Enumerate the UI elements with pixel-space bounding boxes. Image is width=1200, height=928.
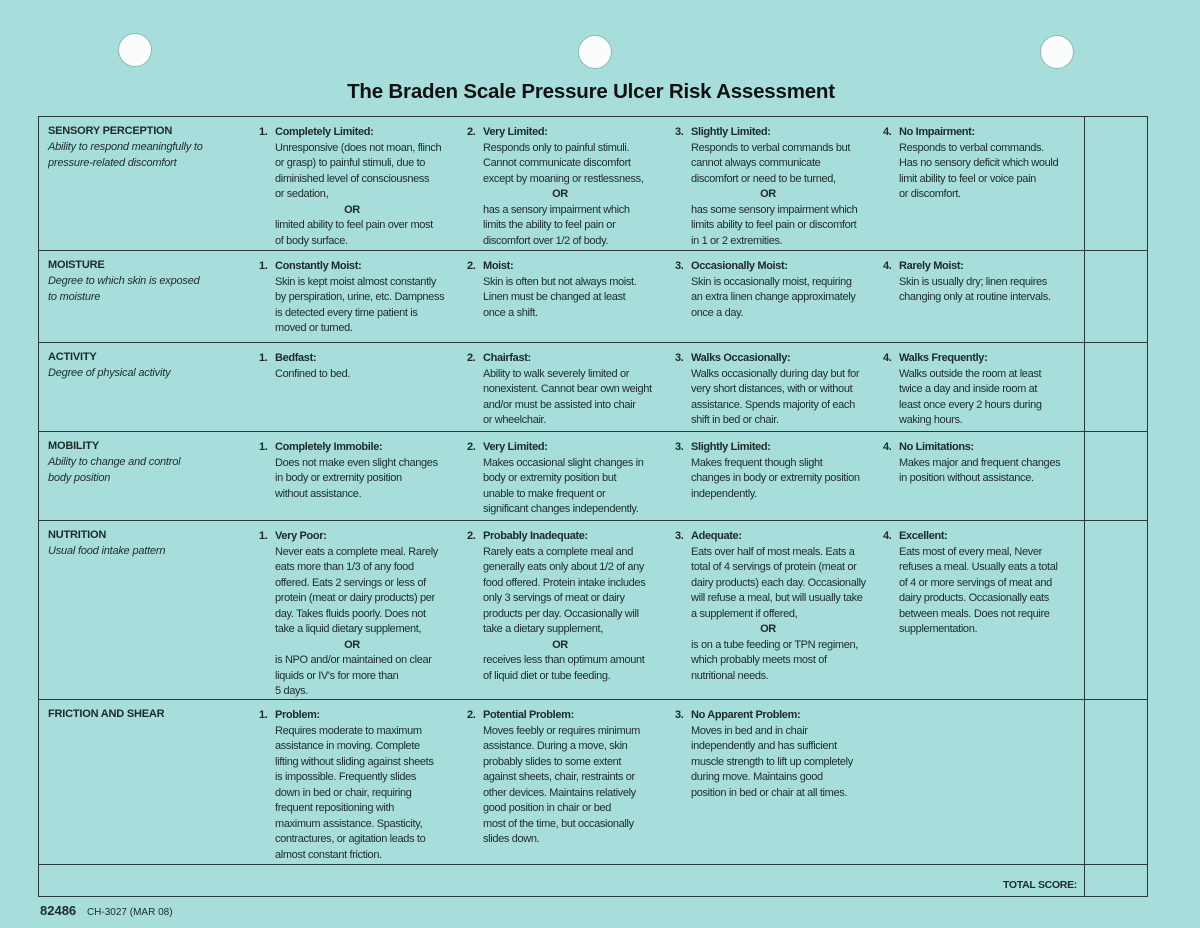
option-text: Responds to verbal commands. (899, 141, 1044, 154)
option-number: 3. (675, 441, 684, 453)
option-text: assistance. During a move, skin (483, 740, 628, 752)
option-text: nutritional needs. (691, 669, 769, 682)
score-entry-cell[interactable] (1084, 343, 1147, 431)
category-name: SENSORY PERCEPTION (48, 125, 173, 137)
option-text: refuses a meal. Usually eats a total (899, 561, 1058, 573)
option-text: independently. (691, 487, 757, 500)
score-option (459, 432, 667, 520)
option-number: 1. (259, 260, 268, 272)
punch-hole (578, 35, 612, 69)
option-text: or sedation, (275, 188, 329, 200)
option-text: Makes major and frequent changes (899, 456, 1061, 469)
score-option (667, 700, 875, 864)
option-text: between meals. Does not require (899, 607, 1050, 620)
option-text: frequent repositioning with (275, 802, 394, 814)
option-text: or grasp) to painful stimuli, due to (275, 157, 426, 169)
score-entry-cell[interactable] (1084, 700, 1147, 864)
category-name: NUTRITION (48, 529, 107, 541)
option-text: dairy products. Occasionally eats (899, 592, 1049, 604)
option-text: nonexistent. Cannot bear own weight (483, 383, 652, 395)
option-text: of 4 or more servings of meat and (899, 576, 1052, 589)
option-text: is on a tube feeding or TPN regimen, (691, 638, 858, 651)
option-text: protein (meat or dairy products) per (275, 592, 435, 604)
score-option (667, 521, 875, 699)
option-text: of body surface. (275, 234, 348, 247)
score-option (251, 117, 459, 250)
option-text: Has no sensory deficit which would (899, 157, 1059, 169)
option-text: Skin is kept moist almost constantly (275, 275, 437, 288)
total-row (39, 865, 1147, 896)
option-text: Unresponsive (does not moan, flinch (275, 141, 442, 154)
form-code: 82486 (40, 903, 77, 918)
form-footer (40, 903, 173, 918)
option-text: only 3 servings of meat or dairy (483, 592, 625, 604)
or-separator: OR (344, 203, 360, 216)
option-text: Responds only to painful stimuli. (483, 141, 630, 154)
option-title: Very Limited: (483, 441, 548, 453)
option-text: shift in bed or chair. (691, 414, 779, 426)
option-number: 1. (259, 352, 268, 364)
option-text: or discomfort. (899, 188, 961, 200)
option-text: once a shift. (483, 306, 538, 319)
option-text: once a day. (691, 306, 744, 319)
option-number: 2. (467, 709, 476, 721)
option-title: Walks Frequently: (899, 352, 988, 364)
option-text: assistance. Spends majority of each (691, 398, 855, 411)
option-text: maximum assistance. Spasticity, (275, 817, 423, 830)
option-text: lifting without sliding against sheets (275, 755, 434, 768)
option-title: Slightly Limited: (691, 441, 771, 453)
category-description: pressure-related discomfort (48, 156, 177, 169)
option-text: contractures, or agitation leads to (275, 833, 426, 845)
option-text: is detected every time patient is (275, 306, 418, 319)
option-text: body or extremity position but (483, 472, 617, 484)
option-text: which probably meets most of (691, 654, 827, 666)
score-option (251, 251, 459, 342)
or-separator: OR (552, 638, 568, 651)
option-text: Eats over half of most meals. Eats a (691, 545, 855, 558)
category-description: to moisture (48, 290, 101, 303)
option-text: Makes frequent though slight (691, 456, 823, 469)
option-text: position in bed or chair at all times. (691, 786, 848, 799)
score-option (459, 251, 667, 342)
category-row (39, 432, 1147, 521)
category-description: Ability to change and control (48, 456, 181, 468)
option-number: 2. (467, 260, 476, 272)
category-description: Degree to which skin is exposed (48, 275, 200, 287)
option-text: discomfort or need to be turned, (691, 172, 836, 185)
option-text: Moves in bed and in chair (691, 724, 808, 737)
option-text: an extra linen change approximately (691, 291, 856, 303)
option-text: a supplement if offered, (691, 607, 798, 620)
category-name: ACTIVITY (48, 351, 97, 363)
option-text: is impossible. Frequently slides (275, 771, 417, 783)
category-row (39, 343, 1147, 432)
option-number: 3. (675, 260, 684, 272)
option-number: 1. (259, 530, 268, 542)
option-text: Walks outside the room at least (899, 367, 1042, 380)
option-number: 2. (467, 126, 476, 138)
option-text: in body or extremity position (275, 472, 402, 484)
option-text: in 1 or 2 extremities. (691, 234, 783, 247)
option-title: Chairfast: (483, 352, 531, 364)
option-text: of liquid diet or tube feeding. (483, 669, 611, 682)
option-text: Moves feebly or requires minimum (483, 724, 640, 737)
option-title: Very Limited: (483, 126, 548, 138)
category-name: FRICTION AND SHEAR (48, 708, 165, 720)
option-text: Skin is occasionally moist, requiring (691, 275, 852, 288)
option-text: during move. Maintains good (691, 771, 823, 783)
option-number: 4. (883, 530, 892, 542)
option-number: 4. (883, 441, 892, 453)
option-text: Requires moderate to maximum (275, 724, 422, 737)
option-number: 4. (883, 260, 892, 272)
option-title: Rarely Moist: (899, 260, 964, 272)
option-text: food offered. Protein intake includes (483, 576, 646, 589)
category-cell (39, 251, 251, 342)
option-text: against sheets, chair, restraints or (483, 771, 635, 783)
page-title: The Braden Scale Pressure Ulcer Risk Assessment (347, 80, 835, 103)
option-text: moved or turned. (275, 322, 353, 334)
option-text: receives less than optimum amount (483, 654, 645, 666)
option-text: Cannot communicate discomfort (483, 157, 631, 169)
category-row (39, 700, 1147, 865)
total-score-cell[interactable] (1084, 865, 1147, 896)
punch-hole (118, 33, 152, 67)
score-option (875, 251, 1083, 342)
option-text: except by moaning or restlessness, (483, 172, 644, 185)
option-text: very short distances, with or without (691, 383, 853, 395)
option-text: limited ability to feel pain over most (275, 219, 433, 231)
category-cell (39, 432, 251, 520)
option-text: without assistance. (275, 487, 362, 500)
option-number: 3. (675, 709, 684, 721)
option-title: No Impairment: (899, 126, 975, 138)
option-text: liquids or IV's for more than (275, 669, 399, 682)
option-text: significant changes independently. (483, 503, 639, 515)
category-name: MOBILITY (48, 440, 99, 452)
option-number: 1. (259, 441, 268, 453)
option-text: will refuse a meal, but will usually take (691, 592, 863, 604)
option-text: other devices. Maintains relatively (483, 786, 636, 799)
option-text: Skin is often but not always moist. (483, 275, 637, 288)
score-option (251, 432, 459, 520)
option-title: Slightly Limited: (691, 126, 771, 138)
option-text: limit ability to feel or voice pain (899, 172, 1036, 185)
score-option (667, 251, 875, 342)
option-number: 2. (467, 441, 476, 453)
option-text: down in bed or chair, requiring (275, 786, 412, 799)
option-title: Constantly Moist: (275, 260, 362, 272)
option-text: diminished level of consciousness (275, 172, 430, 185)
option-text: good position in chair or bed (483, 802, 612, 814)
option-text: Does not make even slight changes (275, 456, 438, 469)
score-option (251, 700, 459, 864)
option-title: Moist: (483, 260, 514, 272)
option-text: changes in body or extremity position (691, 472, 860, 484)
option-text: muscle strength to lift up completely (691, 755, 853, 768)
option-text: is NPO and/or maintained on clear (275, 654, 432, 666)
category-row (39, 117, 1147, 251)
score-option (875, 343, 1083, 431)
option-text: take a dietary supplement, (483, 623, 603, 635)
category-cell (39, 117, 251, 250)
score-option (667, 343, 875, 431)
option-title: Walks Occasionally: (691, 352, 791, 364)
option-text: cannot always communicate (691, 157, 821, 169)
option-text: generally eats only about 1/2 of any (483, 561, 645, 573)
option-text: and/or must be assisted into chair (483, 398, 636, 411)
option-title: Problem: (275, 709, 320, 721)
option-text: eats more than 1/3 of any food (275, 561, 414, 573)
category-cell (39, 521, 251, 699)
option-text: independently and has sufficient (691, 740, 837, 752)
option-text: offered. Eats 2 servings or less of (275, 576, 426, 589)
category-description: body position (48, 471, 111, 484)
option-text: limits ability to feel pain or discomfort (691, 219, 857, 231)
option-number: 3. (675, 530, 684, 542)
option-text: assistance in moving. Complete (275, 740, 420, 752)
option-text: least once every 2 hours during (899, 398, 1042, 411)
option-text: products per day. Occasionally will (483, 607, 639, 620)
category-cell (39, 700, 251, 864)
option-text: supplementation. (899, 623, 978, 635)
score-option (459, 521, 667, 699)
option-text: unable to make frequent or (483, 487, 606, 500)
or-separator: OR (344, 638, 360, 651)
option-title: Excellent: (899, 530, 948, 542)
option-title: Completely Limited: (275, 126, 374, 138)
option-number: 3. (675, 352, 684, 364)
option-text: slides down. (483, 833, 540, 845)
option-number: 1. (259, 709, 268, 721)
option-text: probably slides to some extent (483, 755, 622, 768)
option-text: 5 days. (275, 685, 309, 697)
option-text: take a liquid dietary supplement, (275, 623, 422, 635)
option-title: No Limitations: (899, 441, 974, 453)
option-text: Eats most of every meal, Never (899, 545, 1042, 558)
category-row (39, 251, 1147, 343)
option-text: total of 4 servings of protein (meat or (691, 561, 857, 573)
category-description: Usual food intake pattern (48, 545, 166, 557)
score-option (459, 343, 667, 431)
score-entry-cell[interactable] (1084, 251, 1147, 342)
option-title: Bedfast: (275, 352, 317, 364)
punch-hole (1040, 35, 1074, 69)
option-text: has some sensory impairment which (691, 203, 858, 216)
score-option (459, 117, 667, 250)
form-number: CH-3027 (MAR 08) (86, 907, 173, 918)
or-separator: OR (552, 188, 568, 200)
option-text: twice a day and inside room at (899, 383, 1038, 395)
category-row (39, 521, 1147, 700)
option-title: Adequate: (691, 530, 742, 542)
score-option (251, 343, 459, 431)
option-text: almost constant friction. (275, 848, 382, 861)
option-number: 1. (259, 126, 268, 138)
score-entry-cell[interactable] (1084, 521, 1147, 699)
option-text: Ability to walk severely limited or (483, 367, 630, 380)
score-option (667, 432, 875, 520)
braden-scale-table (38, 116, 1148, 897)
option-text: day. Takes fluids poorly. Does not (275, 607, 426, 620)
option-number: 2. (467, 530, 476, 542)
option-title: Probably Inadequate: (483, 530, 588, 542)
option-text: Never eats a complete meal. Rarely (275, 545, 438, 558)
score-option (875, 432, 1083, 520)
option-text: Responds to verbal commands but (691, 141, 851, 154)
option-number: 4. (883, 352, 892, 364)
category-cell (39, 343, 251, 431)
option-text: dairy products) each day. Occasionally (691, 576, 866, 589)
option-text: limits the ability to feel pain or (483, 219, 616, 231)
option-text: Linen must be changed at least (483, 291, 626, 303)
option-title: No Apparent Problem: (691, 709, 801, 721)
score-option (251, 521, 459, 699)
score-option (667, 117, 875, 250)
option-text: most of the time, but occasionally (483, 817, 634, 830)
category-name: MOISTURE (48, 259, 105, 271)
or-separator: OR (760, 188, 776, 200)
option-title: Occasionally Moist: (691, 260, 788, 272)
option-number: 2. (467, 352, 476, 364)
option-number: 3. (675, 126, 684, 138)
option-text: Skin is usually dry; linen requires (899, 275, 1047, 288)
option-text: Rarely eats a complete meal and (483, 545, 633, 558)
category-description: Degree of physical activity (48, 367, 171, 379)
total-score-label: TOTAL SCORE: (1003, 879, 1077, 891)
option-text: discomfort over 1/2 of body. (483, 234, 609, 247)
option-text: in position without assistance. (899, 472, 1034, 484)
option-text: has a sensory impairment which (483, 203, 630, 216)
score-option (875, 117, 1083, 250)
score-entry-cell[interactable] (1084, 117, 1147, 250)
option-title: Very Poor: (275, 530, 327, 542)
option-text: Walks occasionally during day but for (691, 367, 860, 380)
option-text: changing only at routine intervals. (899, 291, 1051, 303)
score-option (875, 521, 1083, 699)
category-description: Ability to respond meaningfully to (48, 141, 203, 153)
option-text: Confined to bed. (275, 367, 351, 380)
option-text: waking hours. (899, 414, 963, 426)
score-option (459, 700, 667, 864)
option-text: or wheelchair. (483, 414, 546, 426)
option-title: Completely Immobile: (275, 441, 383, 453)
option-title: Potential Problem: (483, 709, 574, 721)
option-text: by perspiration, urine, etc. Dampness (275, 291, 445, 303)
or-separator: OR (760, 623, 776, 635)
option-text: Makes occasional slight changes in (483, 456, 644, 469)
option-number: 4. (883, 126, 892, 138)
score-entry-cell[interactable] (1084, 432, 1147, 520)
